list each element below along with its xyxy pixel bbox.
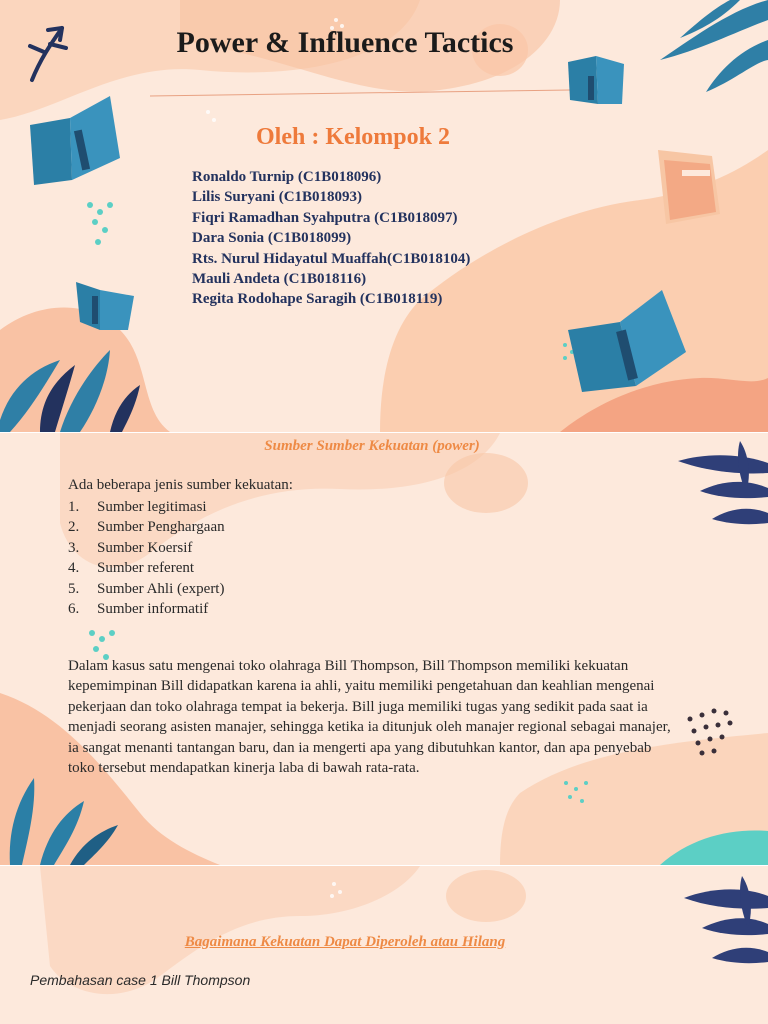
list-label: Sumber Ahli (expert) [97,580,225,597]
list-number: 4. [68,560,80,577]
list-item [68,497,225,517]
book-icon [658,150,720,224]
book-icon [76,282,134,330]
list-item: Fiqri Ramadhan Syahputra (C1B018097) [192,209,458,226]
list-label: Sumber Koersif [97,539,193,556]
list-item [68,558,225,578]
list-number: 1. [68,499,80,515]
slide-power-sources [0,433,768,865]
list-label: Sumber informatif [97,601,209,618]
list-label: Sumber referent [97,560,195,577]
list-item: Regita Rodohape Saragih (C1B018119) [192,291,443,308]
group-subtitle: Oleh : Kelompok 2 [255,124,450,150]
list-number: 3. [68,539,80,556]
slide-gain-loss [0,866,768,1024]
blob-shape [444,453,528,513]
list-item [68,517,225,537]
list-item: Mauli Andeta (C1B018116) [192,271,367,288]
power-source-list [68,497,225,619]
caption-text: Pembahasan case 1 Bill Thompson [30,972,251,988]
list-item: Ronaldo Turnip (C1B018096) [192,169,382,185]
list-label: Sumber legitimasi [97,499,207,515]
list-item [68,599,225,619]
list-number: 6. [68,601,80,618]
list-label: Sumber Penghargaan [97,519,225,536]
member-list [192,167,470,310]
list-item: Dara Sonia (C1B018099) [192,230,352,247]
leaf-icon [684,876,768,963]
case-paragraph: Dalam kasus satu mengenai toko olahraga Bill Thompson, Bill Thompson memiliki kekuatan kepemimpinan Bill didapatkan karena ia ahli, yaitu memiliki pengetahuan dan keahlian mengenai pekerjaan dan toko olahraga tempat ia bekerja. Bill juga memiliki tugas yang sedikit pada saat ia menjadi seorang asisten manajer, sehingga ketika ia ditunjuk oleh manajer regional sebagai manajer, ia sangat menanti tantangan baru, dan ia mengerti apa yang dibutuhkan kantor, dan apa penyebab toko tersebut mendapatkan kinerja laba di bawah rata-rata. [68,658,671,777]
book-icon [568,56,624,104]
list-number: 2. [68,519,80,536]
blob-shape [446,870,526,922]
page-title: Power & Influence Tactics [176,26,514,59]
list-number: 5. [68,580,80,597]
section-heading: Sumber Sumber Kekuatan (power) [264,438,480,454]
list-item: Rts. Nurul Hidayatul Muaffah(C1B018104) [192,250,471,267]
section-heading-link[interactable]: Bagaimana Kekuatan Dapat Diperoleh atau Hilang [184,934,506,950]
intro-text: Ada beberapa jenis sumber kekuatan: [68,477,293,493]
list-item: Lilis Suryani (C1B018093) [192,189,363,206]
list-item [68,538,225,558]
slide-title [0,0,768,432]
list-item [68,579,225,599]
